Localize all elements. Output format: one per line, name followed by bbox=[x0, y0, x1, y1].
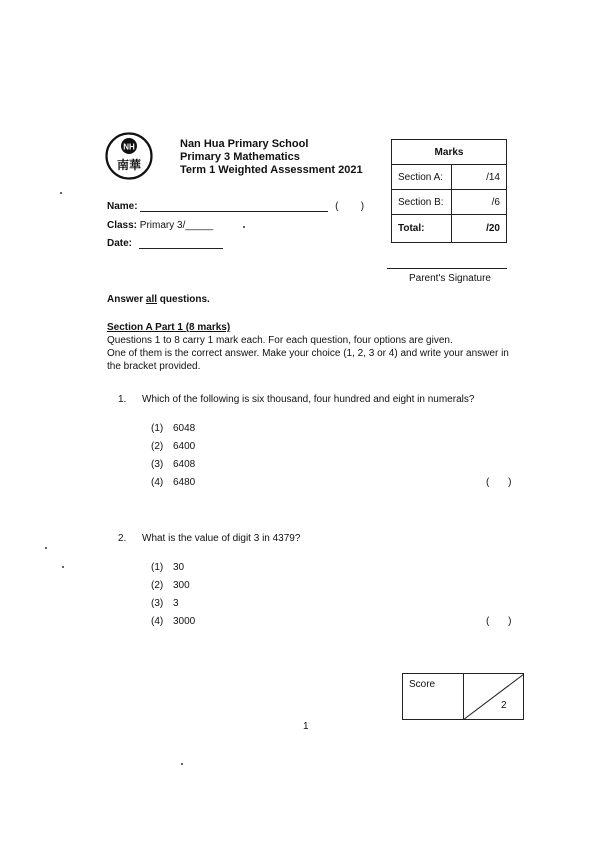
signature-line[interactable] bbox=[387, 268, 507, 269]
question-2-answer-bracket[interactable]: ( ) bbox=[486, 616, 512, 627]
class-label: Class: bbox=[107, 220, 138, 231]
section-a-label: Section A: bbox=[392, 165, 452, 190]
scan-speck bbox=[243, 226, 245, 228]
section-a-value: /14 bbox=[452, 165, 507, 190]
page-number: 1 bbox=[303, 721, 309, 732]
question-2-number: 2. bbox=[118, 533, 127, 544]
assessment-title: Term 1 Weighted Assessment 2021 bbox=[180, 164, 363, 176]
answer-all-prefix: Answer bbox=[107, 294, 146, 305]
name-label: Name: bbox=[107, 201, 138, 212]
scan-speck bbox=[62, 566, 64, 568]
date-field bbox=[107, 238, 223, 249]
option-value: 6048 bbox=[173, 423, 196, 434]
score-label: Score bbox=[409, 679, 436, 690]
option-number: (3) bbox=[151, 459, 164, 470]
logo-letters: NH bbox=[123, 142, 135, 152]
question-1-option-4 bbox=[151, 477, 195, 488]
school-logo bbox=[105, 132, 153, 180]
instruction-line-3: the bracket provided. bbox=[107, 361, 201, 372]
answer-all-instruction bbox=[107, 294, 210, 305]
option-number: (1) bbox=[151, 423, 164, 434]
option-number: (3) bbox=[151, 598, 164, 609]
total-label: Total: bbox=[392, 215, 452, 243]
question-1-option-1 bbox=[151, 423, 195, 434]
signature-label: Parent's Signature bbox=[409, 273, 491, 284]
option-value: 300 bbox=[173, 580, 190, 591]
instruction-line-1: Questions 1 to 8 carry 1 mark each. For each question, four options are given. bbox=[107, 335, 453, 346]
scan-speck bbox=[181, 763, 183, 765]
question-1-answer-bracket[interactable]: ( ) bbox=[486, 477, 512, 488]
date-line[interactable] bbox=[139, 239, 223, 249]
option-number: (1) bbox=[151, 562, 164, 573]
option-number: (4) bbox=[151, 616, 164, 627]
option-value: 3 bbox=[173, 598, 179, 609]
option-value: 6400 bbox=[173, 441, 196, 452]
question-1-option-2 bbox=[151, 441, 195, 452]
question-2-text: What is the value of digit 3 in 4379? bbox=[142, 533, 301, 544]
question-2-option-2 bbox=[151, 580, 190, 591]
question-1-option-3 bbox=[151, 459, 195, 470]
answer-all-suffix: questions. bbox=[157, 294, 210, 305]
question-2-option-1 bbox=[151, 562, 184, 573]
section-b-value: /6 bbox=[452, 190, 507, 215]
marks-table bbox=[391, 139, 507, 243]
option-value: 3000 bbox=[173, 616, 196, 627]
school-name: Nan Hua Primary School bbox=[180, 138, 309, 150]
answer-all-word: all bbox=[145, 294, 158, 305]
option-number: (2) bbox=[151, 580, 164, 591]
question-1-text: Which of the following is six thousand, four hundred and eight in numerals? bbox=[142, 394, 475, 405]
class-field bbox=[107, 220, 213, 231]
option-number: (4) bbox=[151, 477, 164, 488]
marks-heading: Marks bbox=[392, 140, 507, 165]
question-2-option-4 bbox=[151, 616, 195, 627]
total-value: /20 bbox=[452, 215, 507, 243]
option-value: 6480 bbox=[173, 477, 196, 488]
section-title: Section A Part 1 (8 marks) bbox=[107, 322, 231, 333]
class-value: Primary 3/_____ bbox=[139, 220, 214, 231]
question-2-option-3 bbox=[151, 598, 179, 609]
section-instructions bbox=[107, 334, 547, 373]
score-max: 2 bbox=[501, 700, 507, 711]
scan-speck bbox=[60, 192, 62, 194]
name-field bbox=[107, 201, 364, 212]
option-value: 30 bbox=[173, 562, 185, 573]
section-b-label: Section B: bbox=[392, 190, 452, 215]
option-number: (2) bbox=[151, 441, 164, 452]
subject-title: Primary 3 Mathematics bbox=[180, 151, 300, 163]
instruction-line-2: One of them is the correct answer. Make your choice (1, 2, 3 or 4) and write your answer in bbox=[107, 348, 509, 359]
option-value: 6408 bbox=[173, 459, 196, 470]
logo-chinese: 南華 bbox=[116, 158, 142, 172]
name-line[interactable] bbox=[140, 202, 328, 212]
score-diagonal bbox=[463, 674, 524, 720]
question-1-number: 1. bbox=[118, 394, 127, 405]
date-label: Date: bbox=[107, 238, 133, 249]
school-header bbox=[180, 138, 363, 177]
scan-speck bbox=[45, 547, 47, 549]
name-bracket: ( ) bbox=[335, 201, 365, 212]
